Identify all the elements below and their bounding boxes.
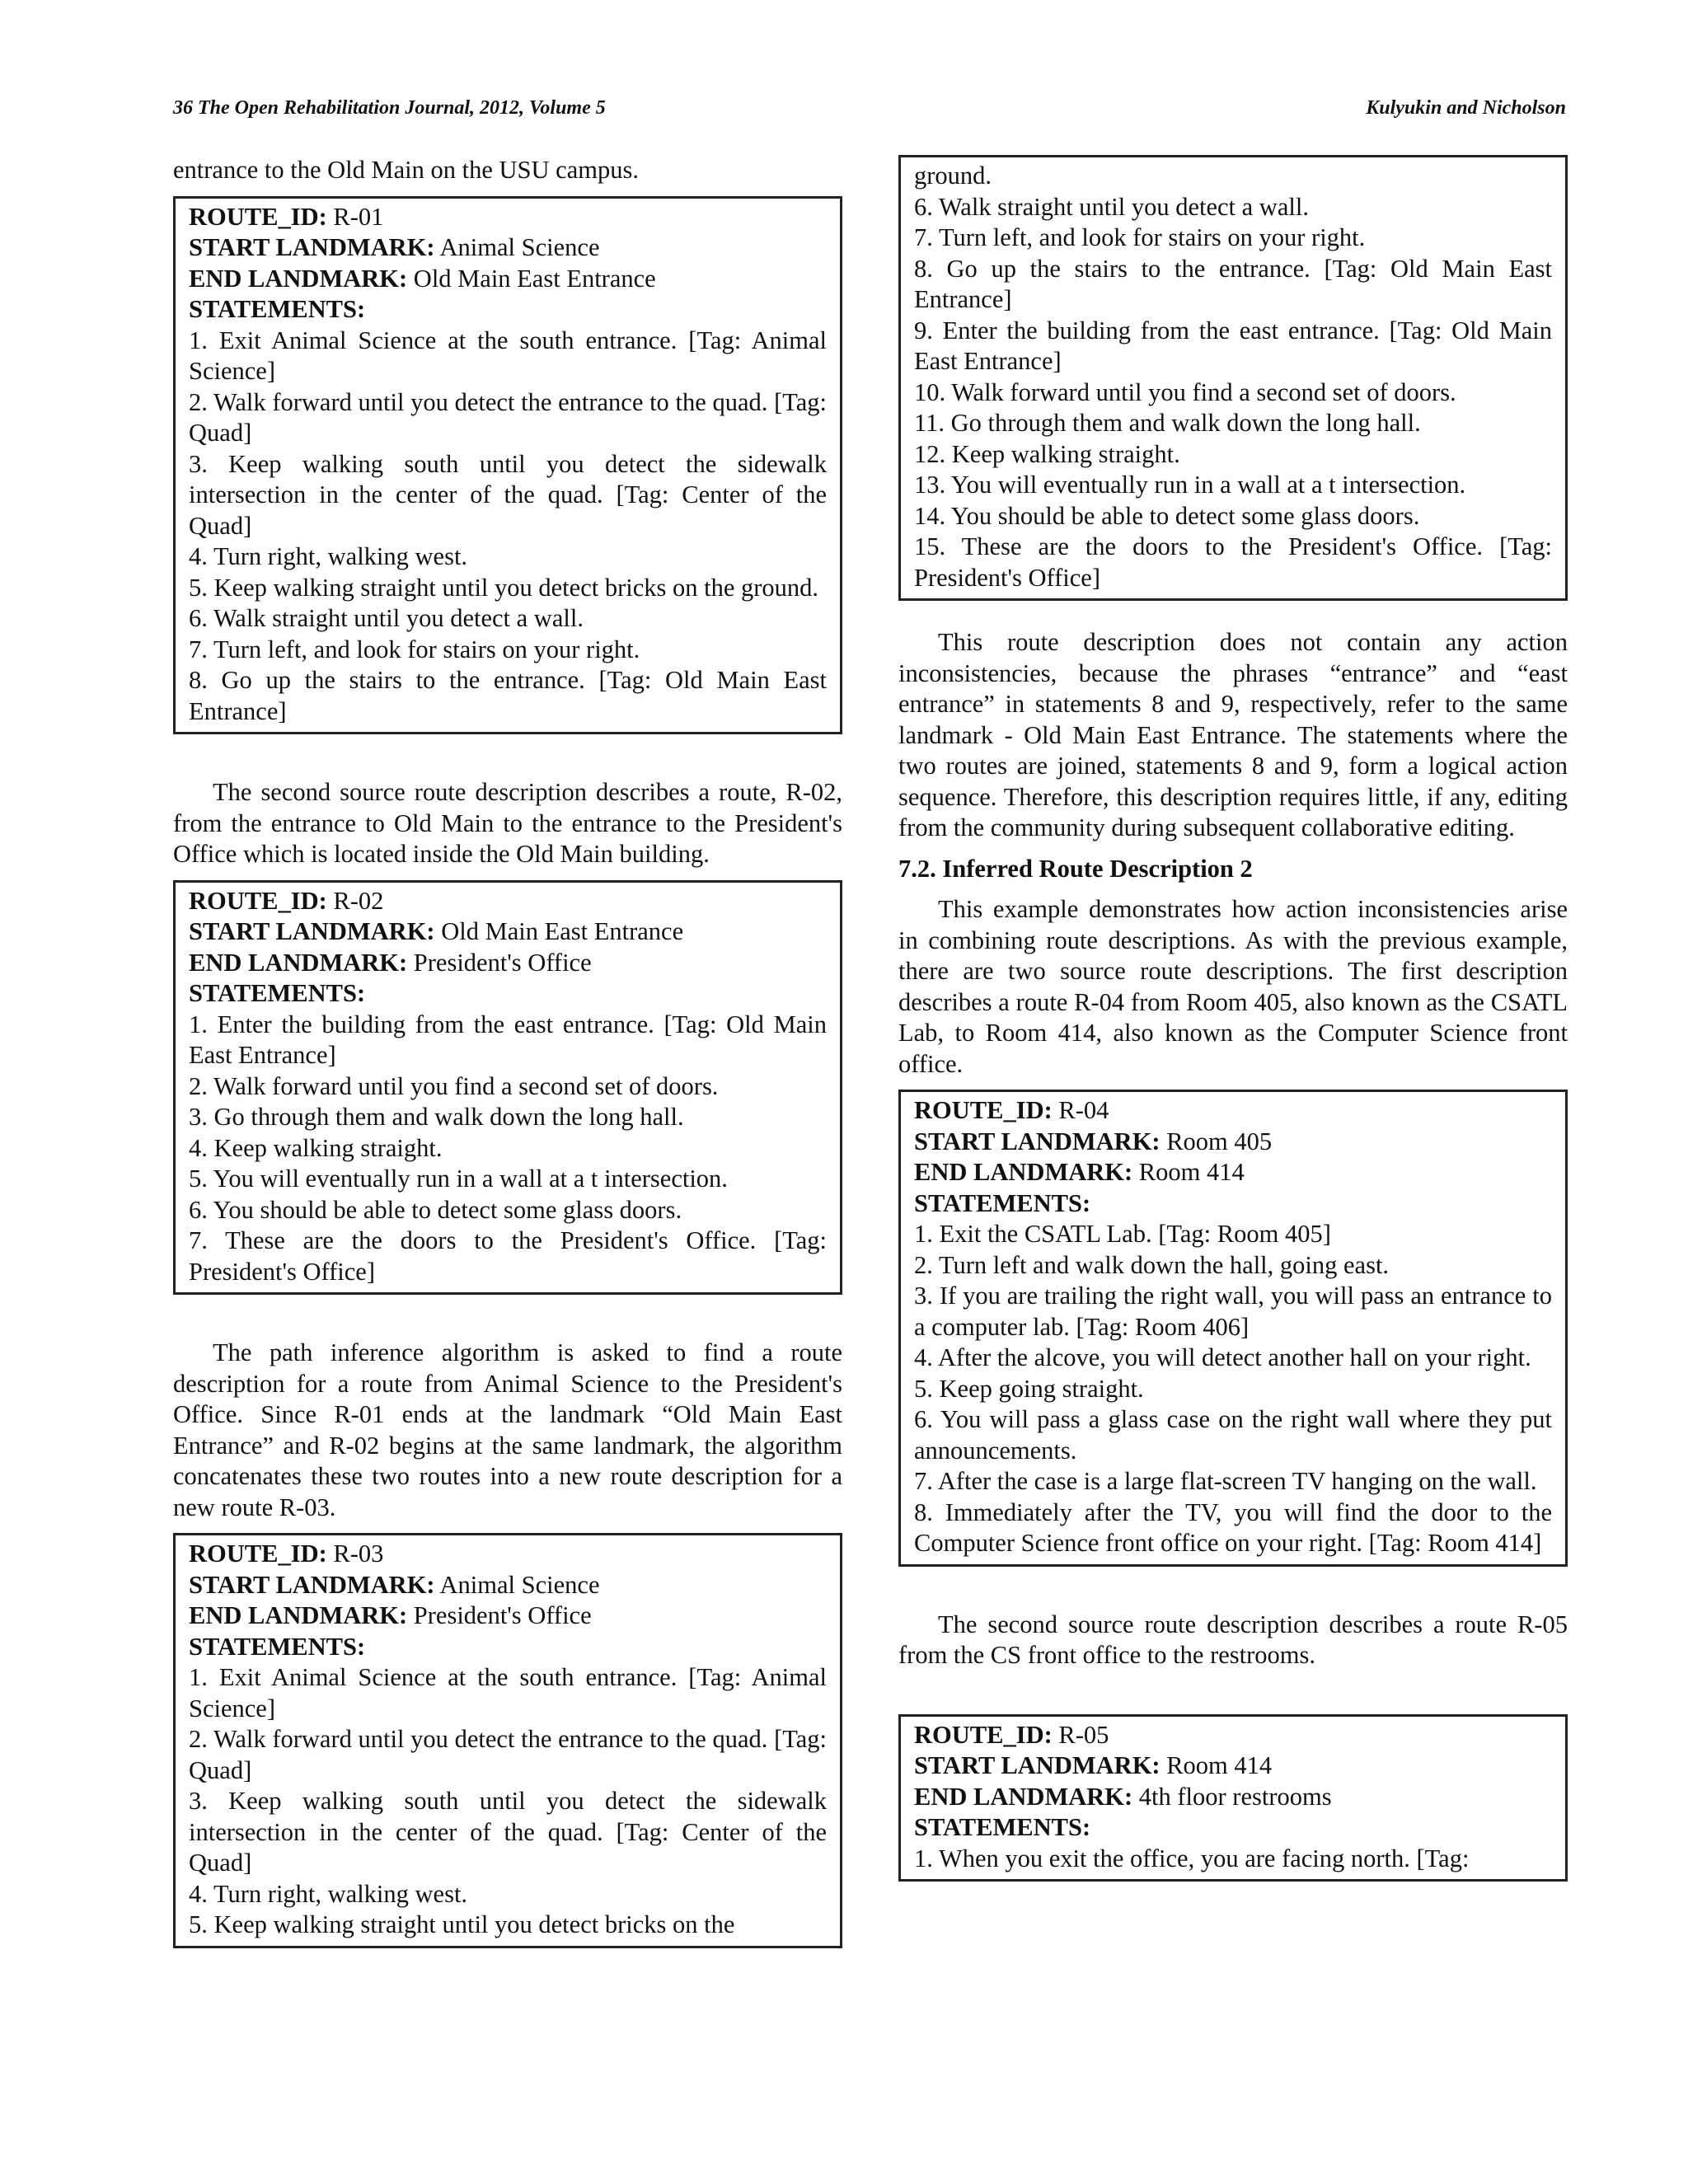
statement: ground. (914, 162, 992, 190)
statements-label: STATEMENTS: (189, 295, 366, 323)
section-heading: 7.2. Inferred Route Description 2 (898, 854, 1253, 883)
end-landmark-line: END LANDMARK: Old Main East Entrance (189, 264, 656, 293)
route-box-r03-continued (898, 155, 1568, 601)
author-names: Kulyukin and Nicholson (1366, 97, 1566, 119)
statement: 3. Keep walking south until you detect the sidewalk intersection in the center of the quad. [Tag: Center of the Quad] (189, 1787, 827, 1877)
statement: 1. Enter the building from the east entrance. [Tag: Old Main East Entrance] (189, 1010, 827, 1069)
statement: 9. Enter the building from the east entrance. [Tag: Old Main East Entrance] (914, 316, 1552, 375)
route-id-line: ROUTE_ID: R-04 (914, 1096, 1109, 1124)
statement: 1. Exit Animal Science at the south entrance. [Tag: Animal Science] (189, 1663, 827, 1722)
statement: 6. Walk straight until you detect a wall. (914, 192, 1309, 221)
statement: 3. Keep walking south until you detect the sidewalk intersection in the center of the quad. [Tag: Center of the Quad] (189, 449, 827, 540)
route-id-line: ROUTE_ID: R-02 (189, 886, 384, 915)
start-landmark-line: START LANDMARK: Room 414 (914, 1751, 1273, 1779)
end-landmark-line: END LANDMARK: President's Office (189, 1601, 592, 1629)
statement: 4. Keep walking straight. (189, 1133, 443, 1162)
end-landmark-line: END LANDMARK: President's Office (189, 948, 592, 977)
route-id-line: ROUTE_ID: R-03 (189, 1540, 384, 1568)
statement: 15. These are the doors to the President's Office. [Tag: President's Office] (914, 532, 1552, 592)
statements-label: STATEMENTS: (914, 1188, 1091, 1217)
right-column (898, 155, 1568, 1882)
statement: 6. You should be able to detect some glass doors. (189, 1195, 682, 1224)
statement: 1. When you exit the office, you are facing north. [Tag: (914, 1844, 1470, 1872)
statements-label: STATEMENTS: (189, 1632, 366, 1661)
start-landmark-line: START LANDMARK: Animal Science (189, 233, 600, 261)
route-box-r04 (898, 1090, 1568, 1567)
statement: 8. Go up the stairs to the entrance. [Tag: Old Main East Entrance] (189, 666, 827, 725)
statement: 8. Go up the stairs to the entrance. [Tag: Old Main East Entrance] (914, 254, 1552, 313)
left-column (173, 155, 842, 1948)
statement: 1. Exit Animal Science at the south entrance. [Tag: Animal Science] (189, 326, 827, 385)
statement: 2. Walk forward until you find a second set of doors. (189, 1071, 719, 1100)
paragraph-example: This example demonstrates how action inconsistencies arise in combining route descriptions. As with the previous example, there are two source route descriptions. The first description describes a route R-04 from Room 405, also known as the CSATL Lab, to Room 414, also known as the Computer Science front office. (898, 895, 1568, 1078)
statement: 7. Turn left, and look for stairs on your right. (189, 635, 640, 663)
statements-label: STATEMENTS: (914, 1813, 1091, 1841)
statement: 6. Walk straight until you detect a wall. (189, 604, 584, 632)
statement: 3. Go through them and walk down the long hall. (189, 1103, 684, 1131)
paragraph-second-source-r05: The second source route description describes a route R-05 from the CS front office to the restrooms. (898, 1610, 1568, 1669)
statement: 6. You will pass a glass case on the right wall where they put announcements. (914, 1405, 1552, 1465)
statement: 5. Keep going straight. (914, 1374, 1144, 1403)
statement: 4. Turn right, walking west. (189, 1879, 468, 1908)
start-landmark-line: START LANDMARK: Room 405 (914, 1127, 1273, 1155)
start-landmark-line: START LANDMARK: Animal Science (189, 1570, 600, 1599)
intro-line: entrance to the Old Main on the USU campus. (173, 156, 639, 184)
statement: 3. If you are trailing the right wall, you will pass an entrance to a computer lab. [Tag: Room 406] (914, 1282, 1552, 1341)
paragraph-second-source: The second source route description describes a route, R-02, from the entrance to Old Main to the entrance to the President's Office which is located inside the Old Main building. (173, 778, 842, 868)
statement: 1. Exit the CSATL Lab. [Tag: Room 405] (914, 1220, 1331, 1248)
running-header (173, 97, 1566, 130)
statement: 2. Turn left and walk down the hall, going east. (914, 1250, 1390, 1279)
statement: 7. Turn left, and look for stairs on your right. (914, 223, 1366, 251)
start-landmark-line: START LANDMARK: Old Main East Entrance (189, 917, 684, 945)
paragraph-consistency: This route description does not contain any action inconsistencies, because the phrases “entrance” and “east entrance” in statements 8 and 9, respectively, refer to the same landmark - Old Main East Entrance. The statements where the two routes are joined, statements 8 and 9, form a logical action sequence. Therefore, this description requires little, if any, editing from the community during subsequent collaborative editing. (898, 628, 1568, 841)
statement: 5. You will eventually run in a wall at a t intersection. (189, 1165, 728, 1193)
statement: 4. Turn right, walking west. (189, 542, 468, 570)
route-box-r01 (173, 196, 842, 735)
end-landmark-line: END LANDMARK: Room 414 (914, 1158, 1245, 1186)
statement: 14. You should be able to detect some glass doors. (914, 501, 1420, 530)
statement: 5. Keep walking straight until you detect bricks on the (189, 1910, 735, 1938)
route-box-r03 (173, 1533, 842, 1948)
statement: 7. After the case is a large flat-screen TV hanging on the wall. (914, 1467, 1537, 1495)
statements-label: STATEMENTS: (189, 979, 366, 1007)
statement: 2. Walk forward until you detect the entrance to the quad. [Tag: Quad] (189, 387, 827, 447)
statement: 5. Keep walking straight until you detect bricks on the ground. (189, 573, 819, 602)
statement: 11. Go through them and walk down the long hall. (914, 409, 1421, 437)
statement: 13. You will eventually run in a wall at a t intersection. (914, 471, 1466, 499)
statement: 10. Walk forward until you find a second set of doors. (914, 377, 1456, 406)
route-box-r05 (898, 1714, 1568, 1882)
statement: 8. Immediately after the TV, you will find the door to the Computer Science front office on your right. [Tag: Room 414] (914, 1497, 1552, 1557)
journal-info: 36 The Open Rehabilitation Journal, 2012, Volume 5 (173, 97, 606, 119)
route-id-line: ROUTE_ID: R-01 (189, 202, 384, 231)
route-id-line: ROUTE_ID: R-05 (914, 1720, 1109, 1749)
statement: 7. These are the doors to the President's Office. [Tag: President's Office] (189, 1226, 827, 1286)
end-landmark-line: END LANDMARK: 4th floor restrooms (914, 1782, 1332, 1811)
statement: 4. After the alcove, you will detect another hall on your right. (914, 1343, 1531, 1371)
statement: 2. Walk forward until you detect the entrance to the quad. [Tag: Quad] (189, 1725, 827, 1784)
route-box-r02 (173, 880, 842, 1296)
statement: 12. Keep walking straight. (914, 439, 1180, 468)
paragraph-path-inference: The path inference algorithm is asked to find a route description for a route from Animal Science to the President's Office. Since R-01 ends at the landmark “Old Main East Entrance” and R-02 begins at the same landmark, the algorithm concatenates these two routes into a new route description for a new route R-03. (173, 1338, 842, 1521)
